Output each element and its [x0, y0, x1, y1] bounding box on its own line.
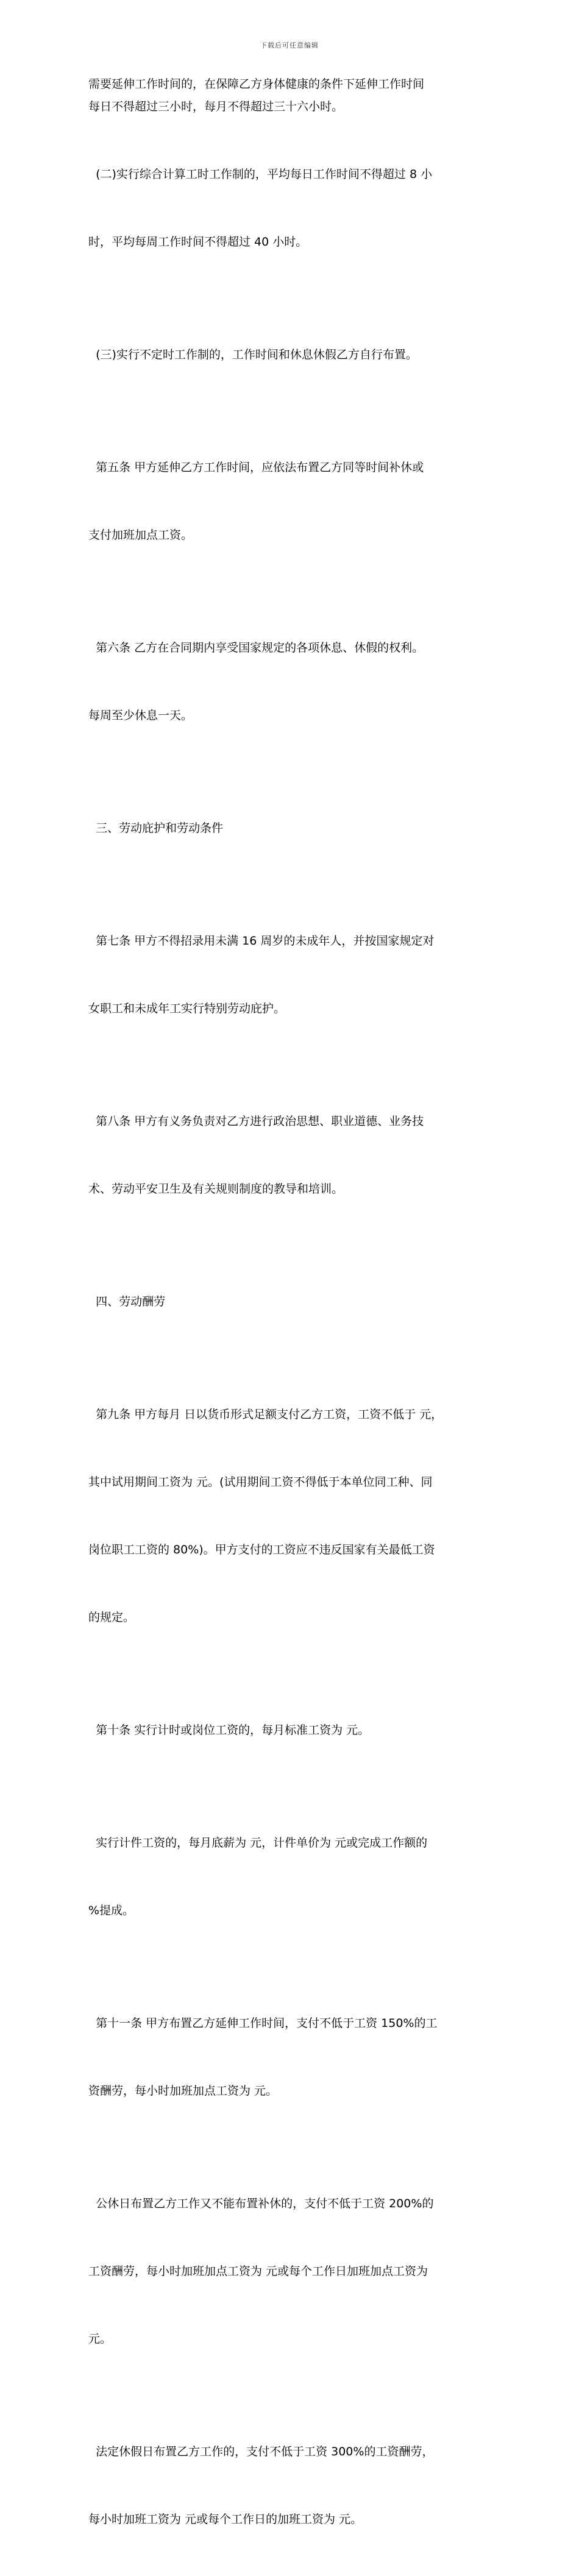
- text-line: 女职工和未成年工实行特别劳动庇护。: [88, 1002, 286, 1015]
- text-line: 元。: [88, 2332, 112, 2346]
- text-line: 实行计件工资的，每月底薪为 元，计件单价为 元或完成工作额的: [88, 1836, 428, 1850]
- text-line: 时，平均每周工作时间不得超过 40 小时。: [88, 235, 308, 249]
- paragraph: [88, 1674, 497, 1787]
- paragraph: [88, 118, 497, 299]
- paragraph: [88, 1967, 497, 2148]
- paragraph: [88, 73, 497, 118]
- text-line: 其中试用期间工资为 元。(试用期间工资不得低于本单位同工种、同: [88, 1475, 433, 1489]
- paragraph: [88, 2148, 497, 2396]
- paragraph: [88, 1065, 497, 1246]
- text-line: 的规定。: [88, 1611, 135, 1624]
- text-line: %提成。: [88, 1904, 135, 1917]
- paragraph: [88, 299, 497, 411]
- paragraph: [88, 592, 497, 772]
- paragraph: [88, 885, 497, 1065]
- document-body: [88, 73, 497, 2576]
- section-heading: [88, 1246, 497, 1358]
- text-line: 第十一条 甲方布置乙方延伸工作时间，支付不低于工资 150%的工: [88, 2017, 438, 2030]
- text-line: 法定休假日布置乙方工作的，支付不低于工资 300%的工资酬劳，: [88, 2445, 434, 2458]
- text-line: 需要延伸工作时间的，在保障乙方身体健康的条件下延伸工作时间: [88, 77, 425, 91]
- text-line: 第九条 甲方每月 日以货币形式足额支付乙方工资，工资不低于 元，: [88, 1408, 443, 1421]
- text-line: 每日不得超过三小时，每月不得超过三十六小时。: [88, 100, 344, 113]
- text-line: 三、劳动庇护和劳动条件: [88, 821, 224, 835]
- text-line: 第八条 甲方有义务负责对乙方进行政治思想、职业道德、业务技: [88, 1115, 424, 1128]
- text-line: 第六条 乙方在合同期内享受国家规定的各项休息、休假的权利。: [88, 641, 424, 655]
- text-line: 岗位职工工资的 80%)。甲方支付的工资应不违反国家有关最低工资: [88, 1543, 435, 1556]
- paragraph: [88, 1787, 497, 1967]
- text-line: 每小时加班工资为 元或每个工作日的加班工资为 元。: [88, 2513, 363, 2526]
- text-line: 四、劳动酬劳: [88, 1295, 166, 1308]
- text-line: 术、劳动平安卫生及有关规则制度的教导和培训。: [88, 1182, 344, 1196]
- text-line: 第五条 甲方延伸乙方工作时间，应依法布置乙方同等时间补休或: [88, 461, 424, 474]
- text-line: 工资酬劳，每小时加班加点工资为 元或每个工作日加班加点工资为: [88, 2265, 428, 2278]
- text-line: (二)实行综合计算工时工作制的，平均每日工作时间不得超过 8 小: [88, 168, 433, 181]
- paragraph: [88, 411, 497, 592]
- page-header: 下载后可任意编辑: [260, 41, 319, 49]
- paragraph: [88, 2396, 497, 2576]
- text-line: 资酬劳，每小时加班加点工资为 元。: [88, 2084, 278, 2098]
- text-line: 公休日布置乙方工作又不能布置补休的，支付不低于工资 200%的: [88, 2197, 434, 2210]
- text-line: 第十条 实行计时或岗位工资的，每月标准工资为 元。: [88, 1723, 370, 1737]
- text-line: (三)实行不定时工作制的，工作时间和休息休假乙方自行布置。: [88, 348, 417, 361]
- text-line: 第七条 甲方不得招录用未满 16 周岁的未成年人，并按国家规定对: [88, 934, 435, 948]
- text-line: 每周至少休息一天。: [88, 709, 193, 722]
- section-heading: [88, 772, 497, 885]
- text-line: 支付加班加点工资。: [88, 528, 193, 542]
- paragraph: [88, 1358, 497, 1674]
